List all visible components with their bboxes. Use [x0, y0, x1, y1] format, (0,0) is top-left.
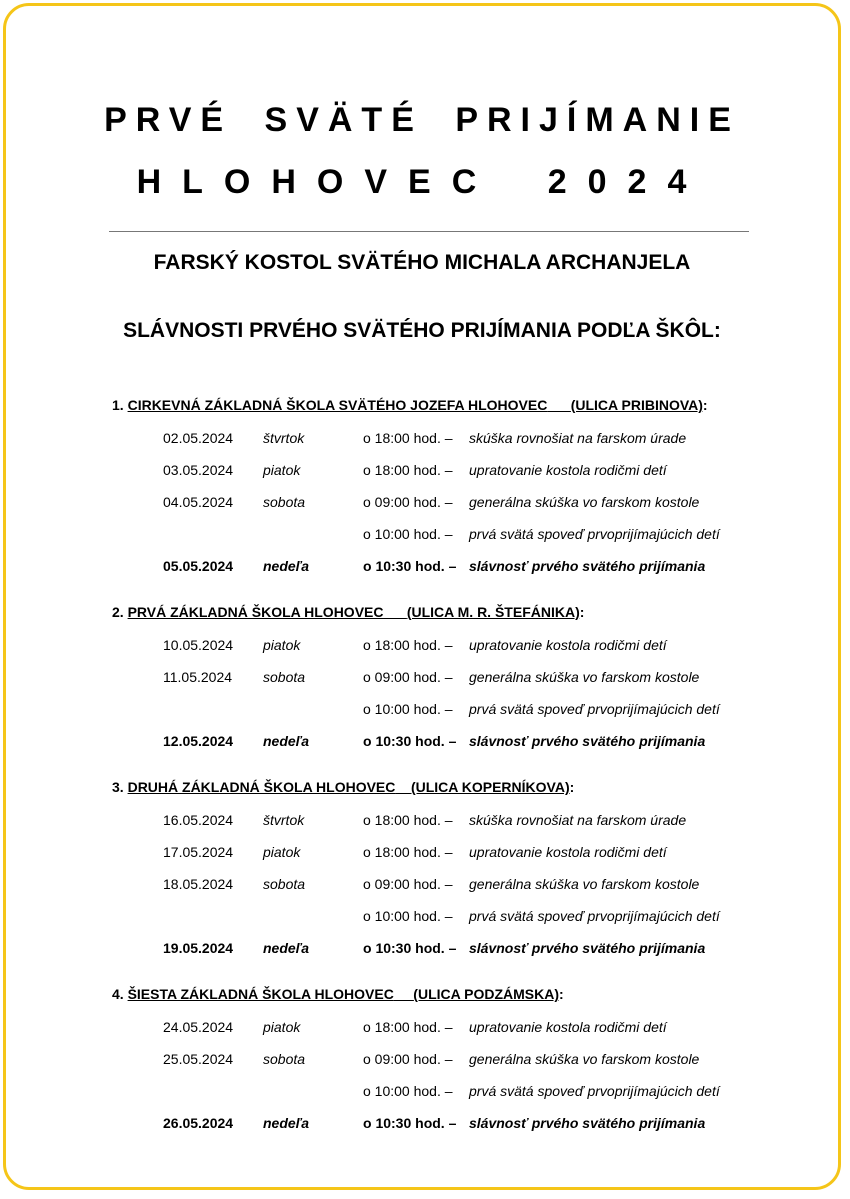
row-time: o 18:00 hod. – — [363, 1019, 453, 1035]
row-desc: upratovanie kostola rodičmi detí — [469, 1019, 667, 1035]
row-time: o 10:00 hod. – — [363, 1083, 453, 1099]
row-day: piatok — [263, 844, 301, 860]
schedule-row — [6, 812, 838, 832]
school-street: (ULICA PRIBINOVA) — [570, 397, 703, 413]
school-heading: 3. DRUHÁ ZÁKLADNÁ ŠKOLA HLOHOVEC (ULICA KOPERNÍKOVA): — [112, 779, 575, 795]
row-desc: slávnosť prvého svätého prijímania — [469, 558, 706, 574]
school-number: 1. — [112, 397, 124, 413]
row-date: 17.05.2024 — [163, 844, 234, 860]
school-number: 4. — [112, 986, 124, 1002]
row-date: 02.05.2024 — [163, 430, 234, 446]
row-time: o 10:00 hod. – — [363, 908, 453, 924]
row-day: štvrtok — [263, 812, 305, 828]
schedule-row-main — [6, 1115, 838, 1135]
row-date: 16.05.2024 — [163, 812, 234, 828]
row-day: piatok — [263, 462, 301, 478]
row-desc: generálna skúška vo farskom kostole — [469, 494, 700, 510]
row-time: o 10:30 hod. – — [363, 733, 457, 749]
row-day: sobota — [263, 669, 306, 685]
row-time: o 10:30 hod. – — [363, 940, 457, 956]
title-line2: HLOHOVEC 2024 — [136, 163, 708, 201]
row-time: o 18:00 hod. – — [363, 462, 453, 478]
row-desc: upratovanie kostola rodičmi detí — [469, 844, 667, 860]
schedule-row — [6, 701, 838, 721]
row-desc: generálna skúška vo farskom kostole — [469, 669, 700, 685]
row-desc: prvá svätá spoveď prvoprijímajúcich detí — [469, 1083, 720, 1099]
row-date: 24.05.2024 — [163, 1019, 234, 1035]
schedule-row-main — [6, 940, 838, 960]
row-desc: skúška rovnošiat na farskom úrade — [469, 812, 687, 828]
schedule-row-main — [6, 733, 838, 753]
school-number: 3. — [112, 779, 124, 795]
schedule-row — [6, 430, 838, 450]
row-date: 11.05.2024 — [163, 669, 233, 685]
schedule-row-main — [6, 558, 838, 578]
schedule-row — [6, 908, 838, 928]
school-heading: 2. PRVÁ ZÁKLADNÁ ŠKOLA HLOHOVEC (ULICA M. R. ŠTEFÁNIKA): — [112, 604, 585, 620]
row-day: nedeľa — [263, 1115, 310, 1131]
row-day: sobota — [263, 876, 306, 892]
school-street: (ULICA M. R. ŠTEFÁNIKA) — [406, 604, 580, 620]
row-time: o 10:30 hod. – — [363, 558, 457, 574]
schedule-row — [6, 637, 838, 657]
row-time: o 09:00 hod. – — [363, 1051, 453, 1067]
row-desc: slávnosť prvého svätého prijímania — [469, 1115, 706, 1131]
row-time: o 18:00 hod. – — [363, 812, 453, 828]
row-time: o 18:00 hod. – — [363, 430, 453, 446]
schedule-row — [6, 462, 838, 482]
schedule-row — [6, 1051, 838, 1071]
row-desc: prvá svätá spoveď prvoprijímajúcich detí — [469, 526, 720, 542]
schedule-row — [6, 876, 838, 896]
row-time: o 10:00 hod. – — [363, 701, 453, 717]
row-day: nedeľa — [263, 940, 310, 956]
row-date: 10.05.2024 — [163, 637, 234, 653]
school-street: (ULICA KOPERNÍKOVA) — [410, 779, 570, 795]
row-desc: slávnosť prvého svätého prijímania — [469, 940, 706, 956]
page-frame — [3, 3, 841, 1190]
row-desc: upratovanie kostola rodičmi detí — [469, 462, 667, 478]
school-heading: 4. ŠIESTA ZÁKLADNÁ ŠKOLA HLOHOVEC (ULICA PODZÁMSKA): — [112, 986, 564, 1002]
row-date: 12.05.2024 — [163, 733, 234, 749]
schedule-row — [6, 494, 838, 514]
schedule-row — [6, 1083, 838, 1103]
schedule-row — [6, 1019, 838, 1039]
row-time: o 09:00 hod. – — [363, 669, 453, 685]
school-name: ŠIESTA ZÁKLADNÁ ŠKOLA HLOHOVEC — [127, 986, 394, 1002]
row-date: 19.05.2024 — [163, 940, 234, 956]
row-time: o 10:30 hod. – — [363, 1115, 457, 1131]
section-heading: SLÁVNOSTI PRVÉHO SVÄTÉHO PRIJÍMANIA PODĽA ŠKÔL: — [123, 319, 721, 342]
school-name: PRVÁ ZÁKLADNÁ ŠKOLA HLOHOVEC — [127, 604, 384, 620]
row-time: o 09:00 hod. – — [363, 876, 453, 892]
row-time: o 10:00 hod. – — [363, 526, 453, 542]
row-time: o 18:00 hod. – — [363, 637, 453, 653]
row-time: o 18:00 hod. – — [363, 844, 453, 860]
school-heading: 1. CIRKEVNÁ ZÁKLADNÁ ŠKOLA SVÄTÉHO JOZEFA HLOHOVEC (ULICA PRIBINOVA): — [112, 397, 708, 413]
schedule-row — [6, 669, 838, 689]
school-name: DRUHÁ ZÁKLADNÁ ŠKOLA HLOHOVEC — [127, 779, 396, 795]
row-date: 25.05.2024 — [163, 1051, 234, 1067]
row-time: o 09:00 hod. – — [363, 494, 453, 510]
school-name: CIRKEVNÁ ZÁKLADNÁ ŠKOLA SVÄTÉHO JOZEFA HLOHOVEC — [127, 397, 548, 413]
row-day: štvrtok — [263, 430, 305, 446]
row-desc: slávnosť prvého svätého prijímania — [469, 733, 706, 749]
school-number: 2. — [112, 604, 124, 620]
row-day: nedeľa — [263, 558, 310, 574]
title-line1: PRVÉ SVÄTÉ PRIJÍMANIE — [104, 101, 740, 139]
schedule-row — [6, 526, 838, 546]
row-desc: prvá svätá spoveď prvoprijímajúcich detí — [469, 701, 720, 717]
church-heading: FARSKÝ KOSTOL SVÄTÉHO MICHALA ARCHANJELA — [153, 251, 691, 274]
row-desc: generálna skúška vo farskom kostole — [469, 1051, 700, 1067]
row-day: piatok — [263, 637, 301, 653]
row-desc: prvá svätá spoveď prvoprijímajúcich detí — [469, 908, 720, 924]
schedule-row — [6, 844, 838, 864]
row-day: nedeľa — [263, 733, 310, 749]
row-date: 26.05.2024 — [163, 1115, 234, 1131]
row-date: 04.05.2024 — [163, 494, 234, 510]
row-day: sobota — [263, 1051, 306, 1067]
row-desc: generálna skúška vo farskom kostole — [469, 876, 700, 892]
row-day: piatok — [263, 1019, 301, 1035]
title-divider — [109, 231, 749, 232]
school-street: (ULICA PODZÁMSKA) — [413, 986, 559, 1002]
row-date: 03.05.2024 — [163, 462, 234, 478]
row-desc: upratovanie kostola rodičmi detí — [469, 637, 667, 653]
row-date: 18.05.2024 — [163, 876, 234, 892]
row-date: 05.05.2024 — [163, 558, 234, 574]
row-desc: skúška rovnošiat na farskom úrade — [469, 430, 687, 446]
row-day: sobota — [263, 494, 306, 510]
